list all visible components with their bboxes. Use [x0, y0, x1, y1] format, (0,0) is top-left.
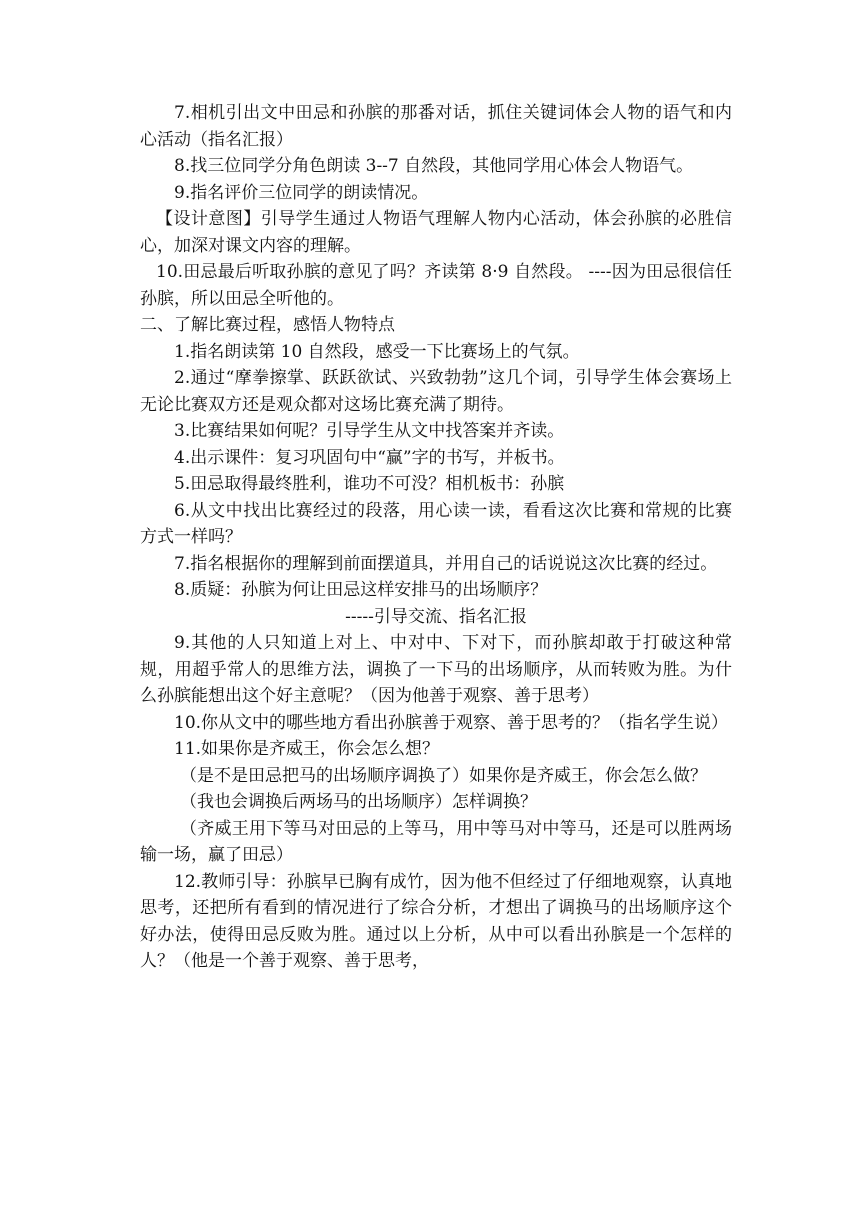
- paragraph-4-courseware: 4.出示课件：复习巩固句中“赢”字的书写，并板书。: [174, 447, 565, 468]
- document-page: [140, 100, 732, 975]
- paragraph-10-observe: 10.你从文中的哪些地方看出孙膑善于观察、善于思考的？（指名学生说）: [174, 712, 729, 733]
- paragraph-3-result: 3.比赛结果如何呢？引导学生从文中找答案并齐读。: [174, 421, 565, 441]
- paragraph-guide-exchange: -----引导交流、指名汇报: [345, 606, 527, 627]
- paragraph-8-question: 8.质疑：孙膑为何让田忌这样安排马的出场顺序？: [174, 580, 548, 600]
- paragraph-11-king-think: 11.如果你是齐威王，你会怎么想？: [174, 739, 440, 759]
- paragraph-9-convention: 9.其他的人只知道上对上、中对中、下对下，而孙膑却敢于打破这种常规，用超乎常人的思维方法，调换了一下马的出场顺序，从而转败为胜。为什么孙膑能想出这个好主意呢？（因为他善于观察、善于思考）: [140, 633, 732, 706]
- paragraph-2-words: 2.通过“摩拳擦掌、跃跃欲试、兴致勃勃”这几个词，引导学生体会赛场上无论比赛双方还是观众都对这场比赛充满了期待。: [140, 368, 732, 415]
- paragraph-12-teacher: 12.教师引导：孙膑早已胸有成竹，因为他不但经过了仔细地观察，认真地思考，还把所有看到的情况进行了综合分析，才想出了调换马的出场顺序这个好办法，使得田忌反败为胜。通过以上分析，从中可以看出孙膑是一个怎样的人？（他是一个善于观察、善于思考，: [140, 871, 732, 971]
- paragraph-8-role-reading: 8.找三位同学分角色朗读 3--7 自然段，其他同学用心体会人物语气。: [174, 156, 694, 176]
- paragraph-how-swap: （我也会调换后两场马的出场顺序）怎样调换？: [180, 792, 537, 812]
- paragraph-7-dialogue: 7.相机引出文中田忌和孙膑的那番对话，抓住关键词体会人物的语气和内心活动（指名汇报）: [140, 103, 732, 150]
- paragraph-king-do: （是不是田忌把马的出场顺序调换了）如果你是齐威王，你会怎么做？: [180, 765, 707, 786]
- paragraph-5-victory: 5.田忌取得最终胜利，谁功不可没？相机板书：孙膑: [174, 474, 565, 494]
- paragraph-king-result: （齐威王用下等马对田忌的上等马，用中等马对中等马，还是可以胜两场输一场，赢了田忌）: [140, 818, 732, 865]
- paragraph-9-evaluate: 9.指名评价三位同学的朗读情况。: [174, 182, 429, 203]
- paragraph-design-intent: 【设计意图】引导学生通过人物语气理解人物内心活动，体会孙膑的必胜信心，加深对课文内容的理解。: [140, 209, 732, 256]
- paragraph-10-tianji: 10.田忌最后听取孙膑的意见了吗？齐读第 8·9 自然段。 ----因为田忌很信任孙膑，所以田忌全听他的。: [140, 262, 732, 309]
- paragraph-6-process: 6.从文中找出比赛经过的段落，用心读一读，看看这次比赛和常规的比赛方式一样吗？: [140, 500, 732, 547]
- paragraph-7-props: 7.指名根据你的理解到前面摆道具，并用自己的话说说这次比赛的经过。: [174, 553, 718, 574]
- section-heading-2: 二、了解比赛过程，感悟人物特点: [140, 315, 395, 335]
- paragraph-1-read: 1.指名朗读第 10 自然段，感受一下比赛场上的气氛。: [174, 341, 580, 362]
